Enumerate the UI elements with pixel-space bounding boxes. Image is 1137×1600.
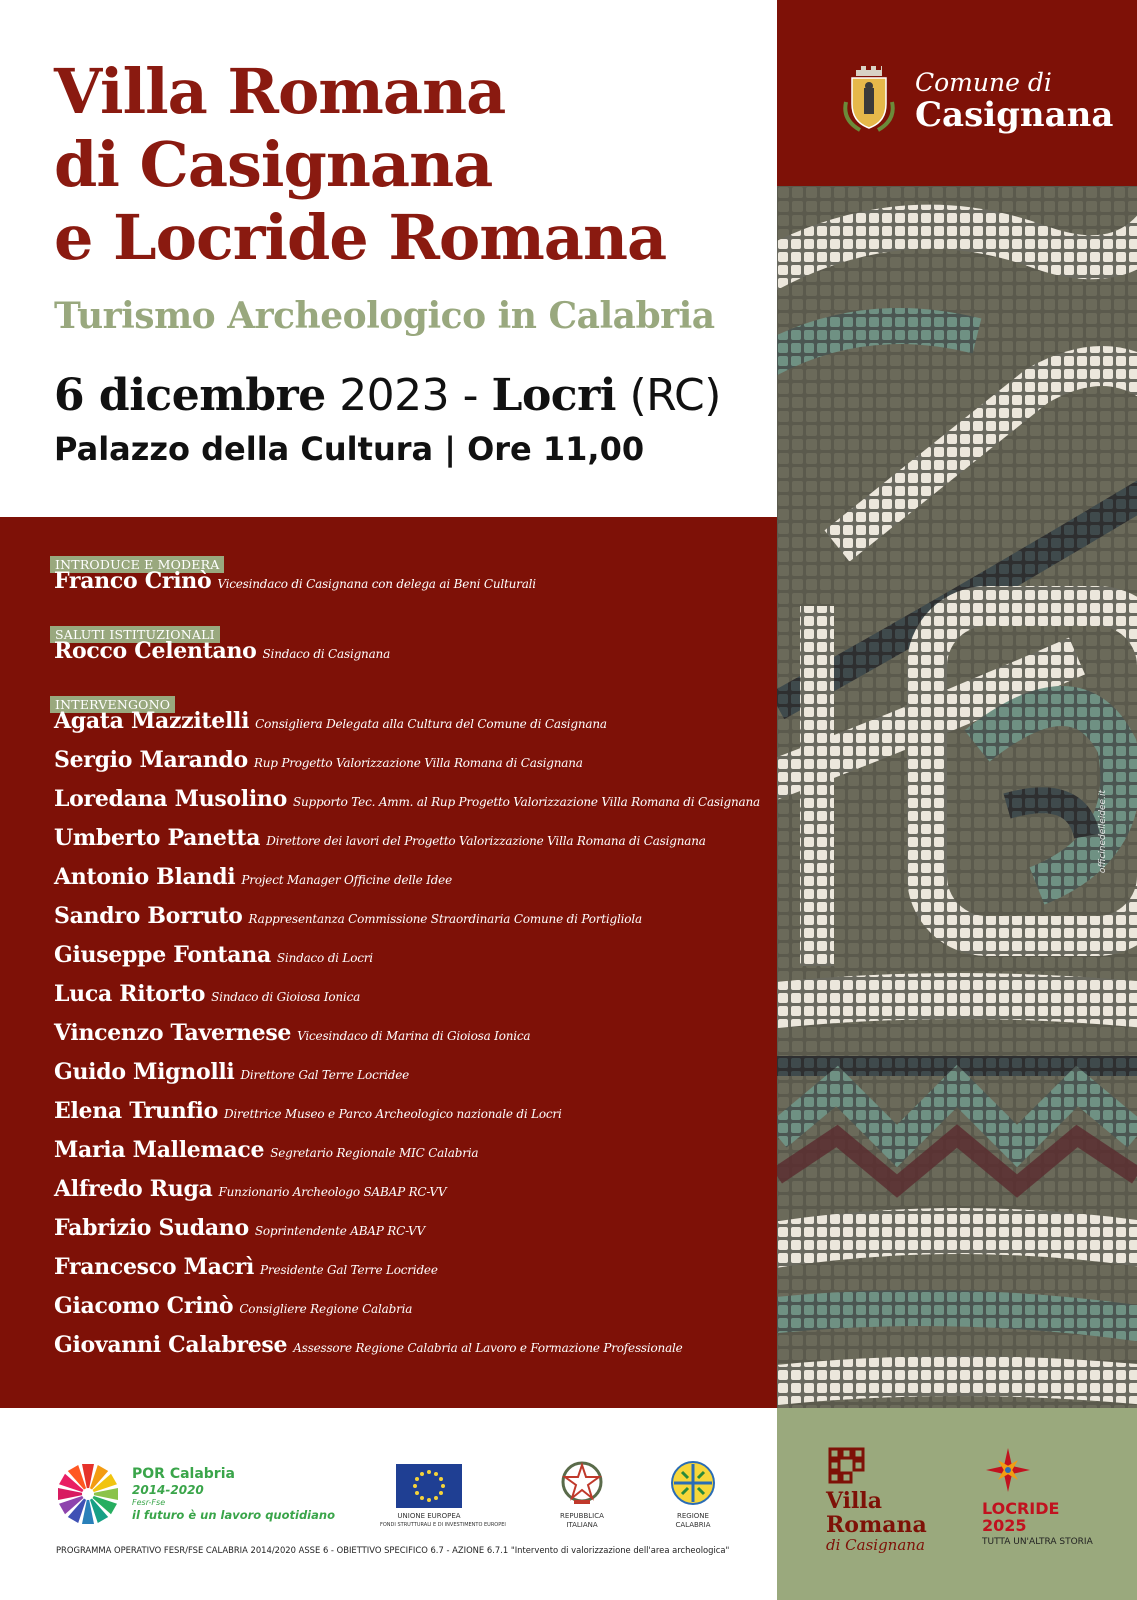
villa-romana-mosaic-icon	[828, 1447, 866, 1485]
eu-caption-line-1: UNIONE EUROPEA	[397, 1512, 461, 1520]
regione-caption-line-2: CALABRIA	[675, 1521, 711, 1529]
speaker-name: Francesco Macrì	[54, 1254, 255, 1280]
speaker-item	[54, 786, 760, 812]
speaker-role: Rup Progetto Valorizzazione Villa Romana di Casignana	[253, 756, 583, 770]
repubblica-caption-line-1: REPUBBLICA	[560, 1512, 604, 1520]
speaker-name: Vincenzo Tavernese	[54, 1020, 292, 1046]
regione-caption-line-1: REGIONE	[677, 1512, 709, 1520]
speaker-name: Luca Ritorto	[54, 981, 206, 1007]
speaker-moderator	[54, 568, 536, 594]
locride-logo-line-2: 2025	[982, 1516, 1027, 1535]
villa-logo-line-1: Villa	[826, 1488, 883, 1514]
eu-flag-icon	[396, 1464, 462, 1508]
regione-calabria-emblem-icon	[670, 1460, 716, 1508]
villa-logo-line-3: di Casignana	[826, 1536, 925, 1554]
speaker-item	[54, 1137, 478, 1163]
speaker-role: Consigliera Delegata alla Cultura del Comune di Casignana	[255, 717, 607, 731]
speaker-name: Giuseppe Fontana	[54, 942, 271, 968]
speaker-role: Vicesindaco di Casignana con delega ai Beni Culturali	[217, 577, 536, 591]
image-credit: officinedelleidee.it	[1098, 790, 1108, 874]
event-year: 2023 -	[325, 370, 492, 421]
speaker-role: Consigliere Regione Calabria	[239, 1302, 413, 1316]
program-panel	[0, 517, 777, 1408]
intro-label: INTRODUCE E MODERA	[50, 556, 224, 573]
speaker-item	[54, 1215, 425, 1241]
eu-caption-line-2: FONDI STRUTTURALI E DI INVESTIMENTO EUROPEI	[380, 1522, 506, 1528]
speaker-role: Vicesindaco di Marina di Gioiosa Ionica	[297, 1029, 531, 1043]
regione-caption	[663, 1512, 723, 1530]
speaker-name: Sergio Marando	[54, 747, 248, 773]
locride-compass-star-icon	[984, 1446, 1032, 1494]
poster-subtitle: Turismo Archeologico in Calabria	[54, 295, 715, 337]
speaker-role: Rappresentanza Commissione Straordinaria Comune di Portigliola	[248, 912, 642, 926]
mosaic-image	[777, 186, 1137, 1408]
speaker-item	[54, 1098, 562, 1124]
speaker-name: Giacomo Crinò	[54, 1293, 234, 1319]
locride-2025-logo	[982, 1500, 1093, 1547]
comune-crest-icon	[840, 64, 898, 136]
event-city: Locri	[491, 370, 616, 421]
speaker-role: Sindaco di Casignana	[262, 647, 391, 661]
speaker-name: Giovanni Calabrese	[54, 1332, 288, 1358]
speaker-name: Alfredo Ruga	[54, 1176, 213, 1202]
speaker-role: Direttrice Museo e Parco Archeologico nazionale di Locri	[223, 1107, 562, 1121]
speaker-item	[54, 1254, 438, 1280]
speaker-item	[54, 903, 642, 929]
speaker-item	[54, 942, 373, 968]
speaker-name: Umberto Panetta	[54, 825, 261, 851]
speaker-role: Segretario Regionale MIC Calabria	[270, 1146, 479, 1160]
speaker-name: Franco Crinò	[54, 568, 212, 594]
speaker-name: Rocco Celentano	[54, 638, 257, 664]
speaker-item	[54, 981, 360, 1007]
por-title: POR Calabria	[132, 1466, 235, 1482]
interventi-label: INTERVENGONO	[50, 696, 175, 713]
speaker-item	[54, 708, 607, 734]
speaker-role: Direttore Gal Terre Locridee	[240, 1068, 410, 1082]
speaker-name: Fabrizio Sudano	[54, 1215, 249, 1241]
title-line-2: di Casignana	[54, 128, 493, 201]
speaker-item	[54, 1176, 446, 1202]
speaker-name: Guido Mignolli	[54, 1059, 235, 1085]
speaker-role: Presidente Gal Terre Locridee	[260, 1263, 438, 1277]
speaker-role: Soprintendente ABAP RC-VV	[254, 1224, 425, 1238]
speaker-role: Sindaco di Locri	[276, 951, 373, 965]
event-day: 6 dicembre	[54, 370, 326, 421]
repubblica-italiana-emblem-icon	[560, 1460, 604, 1508]
por-fund-label: Fesr-Fse	[132, 1498, 166, 1507]
speaker-role: Funzionario Archeologo SABAP RC-VV	[218, 1185, 447, 1199]
poster-title	[54, 55, 754, 274]
speaker-item	[54, 1293, 412, 1319]
speaker-name: Maria Mallemace	[54, 1137, 265, 1163]
por-calabria-flower-icon	[54, 1460, 122, 1528]
eu-caption	[380, 1512, 506, 1530]
speaker-role: Direttore dei lavori del Progetto Valorizzazione Villa Romana di Casignana	[266, 834, 706, 848]
speaker-name: Sandro Borruto	[54, 903, 243, 929]
event-venue: Palazzo della Cultura | Ore 11,00	[54, 430, 645, 468]
speaker-item	[54, 1020, 530, 1046]
speaker-name: Antonio Blandi	[54, 864, 236, 890]
speaker-role: Supporto Tec. Amm. al Rup Progetto Valorizzazione Villa Romana di Casignana	[292, 795, 760, 809]
comune-name: Casignana	[915, 95, 1114, 135]
event-province: (RC)	[616, 370, 721, 421]
funding-program-note: PROGRAMMA OPERATIVO FESR/FSE CALABRIA 2014/2020 ASSE 6 - OBIETTIVO SPECIFICO 6.7 - AZIONE 6.7.1 "Intervento di valorizzazione dell'area archeologica"	[56, 1545, 730, 1555]
comune-name-block	[915, 68, 1113, 135]
speaker-role: Project Manager Officine delle Idee	[241, 873, 452, 887]
locride-logo-line-1: LOCRIDE	[982, 1499, 1060, 1518]
speaker-name: Loredana Musolino	[54, 786, 287, 812]
speaker-item	[54, 864, 452, 890]
speaker-item	[54, 1332, 683, 1358]
speaker-role: Assessore Regione Calabria al Lavoro e Formazione Professionale	[293, 1341, 683, 1355]
speaker-role: Sindaco di Gioiosa Ionica	[211, 990, 361, 1004]
locride-logo-tagline: TUTTA UN'ALTRA STORIA	[982, 1537, 1093, 1547]
speaker-item	[54, 747, 583, 773]
comune-prefix: Comune di	[915, 68, 1052, 97]
title-line-3: e Locride Romana	[54, 201, 667, 274]
title-line-1: Villa Romana	[54, 55, 506, 128]
repubblica-caption-line-2: ITALIANA	[566, 1521, 598, 1529]
repubblica-caption	[552, 1512, 612, 1530]
por-slogan: il futuro è un lavoro quotidiano	[132, 1508, 335, 1522]
por-years: 2014-2020	[132, 1483, 204, 1497]
villa-romana-logo	[826, 1489, 927, 1553]
event-date	[54, 370, 721, 421]
speaker-item	[54, 1059, 409, 1085]
speaker-greeting	[54, 638, 390, 664]
saluti-label: SALUTI ISTITUZIONALI	[50, 626, 220, 643]
villa-logo-line-2: Romana	[826, 1512, 927, 1538]
speaker-name: Agata Mazzitelli	[54, 708, 250, 734]
speaker-item	[54, 825, 706, 851]
speaker-name: Elena Trunfio	[54, 1098, 218, 1124]
